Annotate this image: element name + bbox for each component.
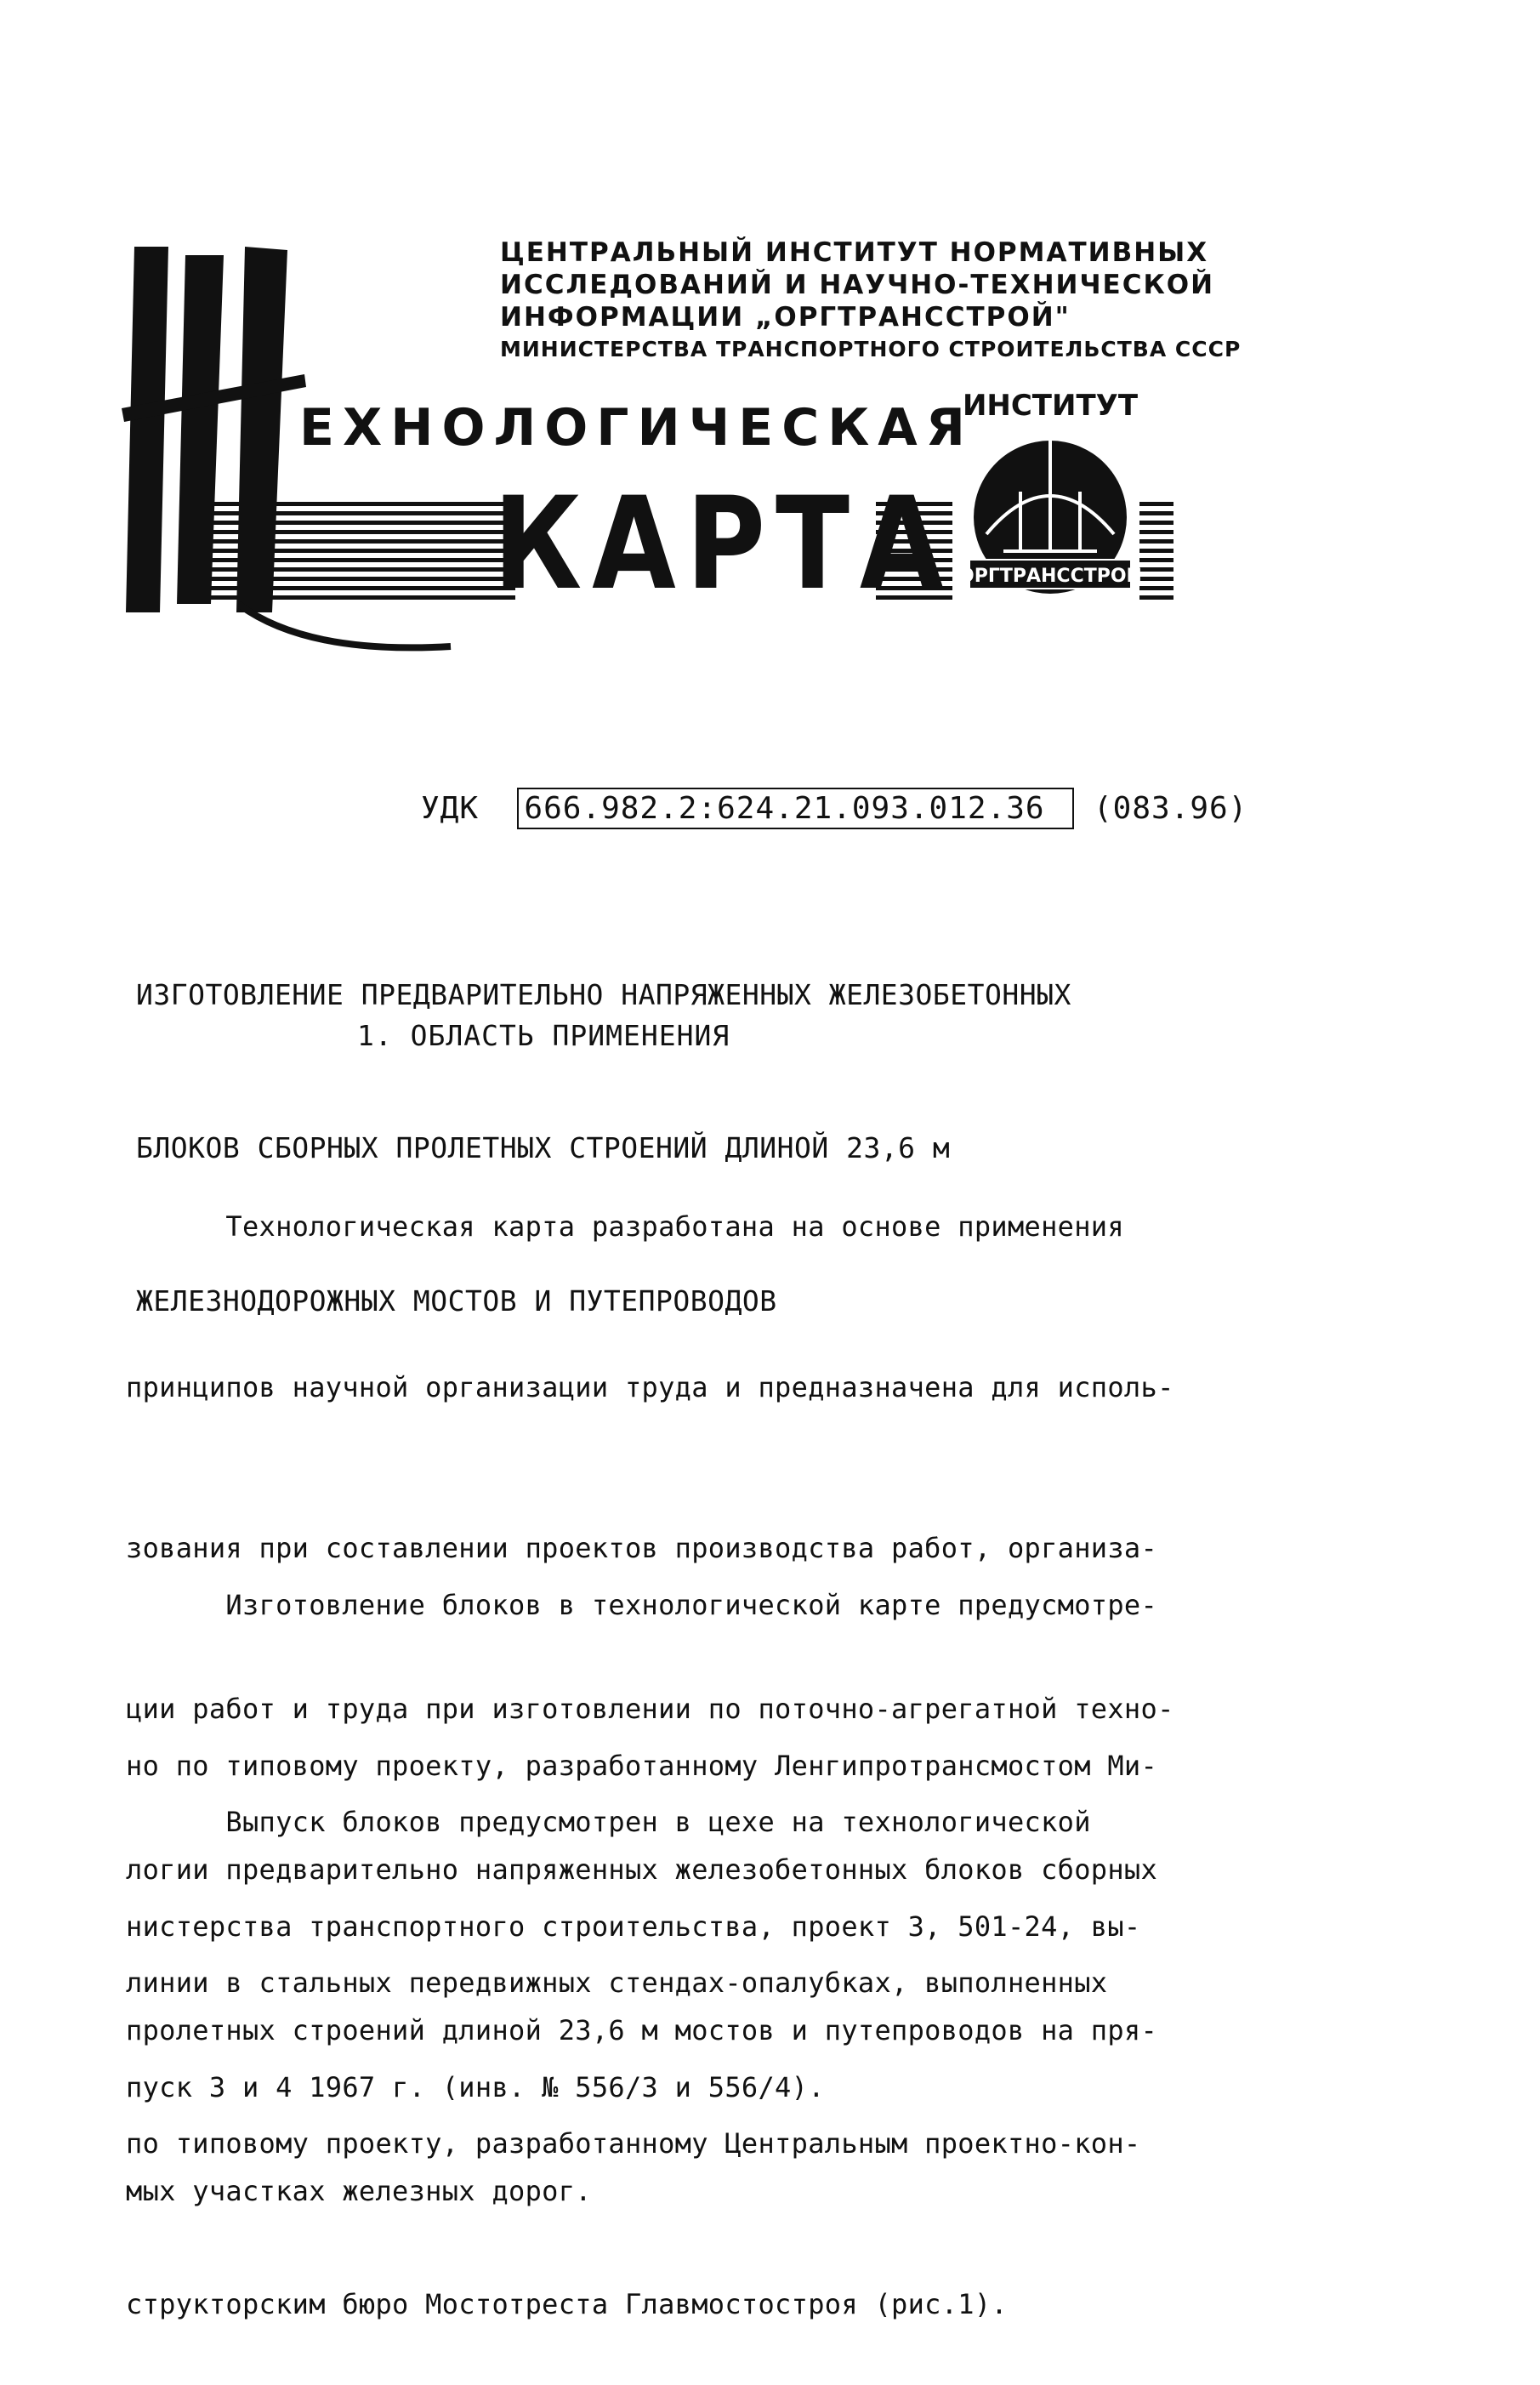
- emblem-top-label: ИНСТИТУТ: [962, 389, 1139, 423]
- title-line: ЖЕЛЕЗНОДОРОЖНЫХ МОСТОВ И ПУТЕПРОВОДОВ: [136, 1284, 777, 1318]
- title-word-tehnologicheskaya: ЕХНОЛОГИЧЕСКАЯ: [299, 398, 974, 458]
- org-line: ИНФОРМАЦИИ „ОРГТРАНССТРОЙ": [500, 302, 1071, 333]
- text-line: нистерства транспортного строительства, проект 3, 501-24, вы-: [126, 1910, 1141, 1943]
- paragraph: [126, 1688, 1141, 2385]
- text-line: зования при составлении проектов производства работ, организа-: [126, 1532, 1158, 1564]
- title-line: ИЗГОТОВЛЕНИЕ ПРЕДВАРИТЕЛЬНО НАПРЯЖЕННЫХ ЖЕЛЕЗОБЕТОННЫХ: [136, 978, 1071, 1011]
- text-line: логии предварительно напряженных железобетонных блоков сборных: [126, 1853, 1158, 1886]
- udk-line: [421, 791, 1247, 826]
- org-line: ИССЛЕДОВАНИЙ И НАУЧНО-ТЕХНИЧЕСКОЙ: [500, 270, 1215, 300]
- text-line: Выпуск блоков предусмотрен в цехе на технологической: [126, 1806, 1091, 1838]
- text-line: Изготовление блоков в технологической карте предусмотре-: [126, 1589, 1158, 1621]
- decorative-stripes: [201, 502, 515, 604]
- text-line: Технологическая карта разработана на основе применения: [126, 1210, 1124, 1243]
- text-line: мых участках железных дорог.: [126, 2175, 592, 2207]
- text-line: пролетных строений длиной 23,6 м мостов и путепроводов на пря-: [126, 2014, 1158, 2046]
- text-line: структорским бюро Мостотреста Главмостостроя (рис.1).: [126, 2288, 1008, 2320]
- text-line: линии в стальных передвижных стендах-опалубках, выполненных: [126, 1967, 1108, 1999]
- organization-name: [500, 236, 1241, 366]
- section-title: 1. ОБЛАСТЬ ПРИМЕНЕНИЯ: [357, 1019, 730, 1052]
- org-line: ЦЕНТРАЛЬНЫЙ ИНСТИТУТ НОРМАТИВНЫХ: [500, 237, 1209, 268]
- text-line: но по типовому проекту, разработанному Ленгипротрансмостом Ми-: [126, 1750, 1158, 1782]
- text-line: пуск 3 и 4 1967 г. (инв. № 556/3 и 556/4).: [126, 2071, 825, 2103]
- text-line: принципов научной организации труда и предназначена для исполь-: [126, 1371, 1174, 1403]
- text-line: ции работ и труда при изготовлении по поточно-агрегатной техно-: [126, 1693, 1174, 1725]
- udk-label: УДК: [421, 791, 480, 826]
- title-line: БЛОКОВ СБОРНЫХ ПРОЛЕТНЫХ СТРОЕНИЙ ДЛИНОЙ 23,6 м: [136, 1131, 951, 1164]
- emblem-bottom-label: ОРГТРАНССТРОЙ: [958, 566, 1142, 587]
- decorative-swoosh: [238, 595, 459, 663]
- org-line: МИНИСТЕРСТВА ТРАНСПОРТНОГО СТРОИТЕЛЬСТВА СССР: [500, 337, 1242, 361]
- udk-code: 666.982.2:624.21.093.012.36: [517, 788, 1046, 829]
- text-line: по типовому проекту, разработанному Центральным проектно-кон-: [126, 2127, 1141, 2160]
- orgtransstroy-emblem-logo: [952, 381, 1148, 611]
- title-word-karta: КАРТА: [493, 470, 954, 618]
- udk-suffix: (083.96): [1093, 791, 1248, 826]
